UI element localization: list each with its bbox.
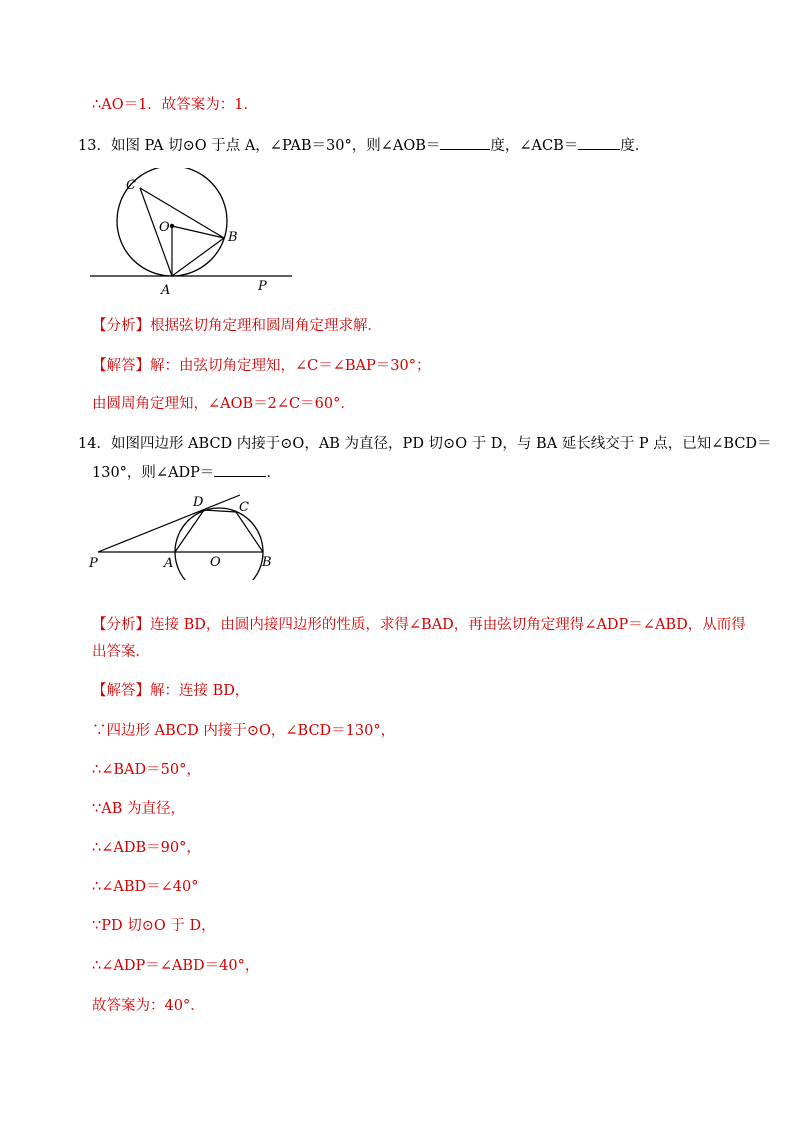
q14-step: 【解答】解：连接 BD，: [92, 683, 250, 699]
q13-text-a: 如图 PA 切⊙O 于点 A，∠PAB＝30°，则∠AOB＝: [110, 138, 441, 154]
q14-step: ∴∠ADP＝∠ABD＝40°，: [92, 958, 260, 974]
q14-step: ∵PD 切⊙O 于 D，: [92, 918, 216, 934]
q13-label-A: A: [161, 283, 171, 298]
q13-solution-1: 【解答】解：由弦切角定理知，∠C＝∠BAP＝30°；: [92, 358, 431, 374]
q13-analysis: 【分析】根据弦切角定理和圆周角定理求解．: [92, 318, 382, 334]
q13-solution-2: 由圆周角定理知，∠AOB＝2∠C＝60°．: [92, 396, 355, 412]
q14-text-line1: 如图四边形 ABCD 内接于⊙O，AB 为直径，PD 切⊙O 于 D，与 BA 延长线交于 P 点，已知∠BCD＝: [110, 436, 772, 452]
q13-blank-2: [578, 135, 620, 150]
q13-figure: [80, 168, 310, 298]
q14-figure: [86, 490, 286, 580]
q14-label-D: D: [193, 495, 204, 510]
q13-text-b: 度，∠ACB＝: [490, 138, 579, 154]
q14-text-line2b: ．: [266, 465, 281, 481]
q14-step: 故答案为：40°．: [92, 998, 205, 1014]
q14-step: ∵四边形 ABCD 内接于⊙O，∠BCD＝130°，: [92, 723, 396, 739]
previous-answer: ∴AO＝1．故答案为：1．: [92, 97, 259, 113]
q13-label-P: P: [258, 279, 267, 294]
q14-step: ∵AB 为直径，: [92, 801, 185, 817]
q13-label-C: C: [126, 178, 136, 193]
q14-analysis-1: 【分析】连接 BD，由圆内接四边形的性质，求得∠BAD，再由弦切角定理得∠ADP＝∠ABD，从而得: [92, 617, 746, 633]
q14-label-B: B: [262, 555, 272, 570]
q14-step: ∴∠ABD＝∠40°: [92, 879, 199, 895]
q14-number: 14．: [78, 436, 111, 452]
q14-label-A: A: [164, 556, 174, 571]
q14-blank: [214, 462, 266, 477]
q14-label-C: C: [239, 500, 249, 515]
q14-step: ∴∠BAD＝50°，: [92, 762, 201, 778]
q14-label-O: O: [210, 555, 221, 570]
q13-number: 13．: [78, 138, 111, 154]
q13-text-c: 度．: [620, 138, 650, 154]
q13-label-B: B: [228, 230, 238, 245]
q14-text-line2a: 130°，则∠ADP＝: [92, 465, 215, 481]
q14-label-P: P: [89, 556, 98, 571]
q14-step: ∴∠ADB＝90°，: [92, 840, 201, 856]
q13-label-O: O: [159, 220, 170, 235]
q14-analysis-2: 出答案．: [92, 644, 150, 660]
q13-blank-1: [440, 135, 490, 150]
